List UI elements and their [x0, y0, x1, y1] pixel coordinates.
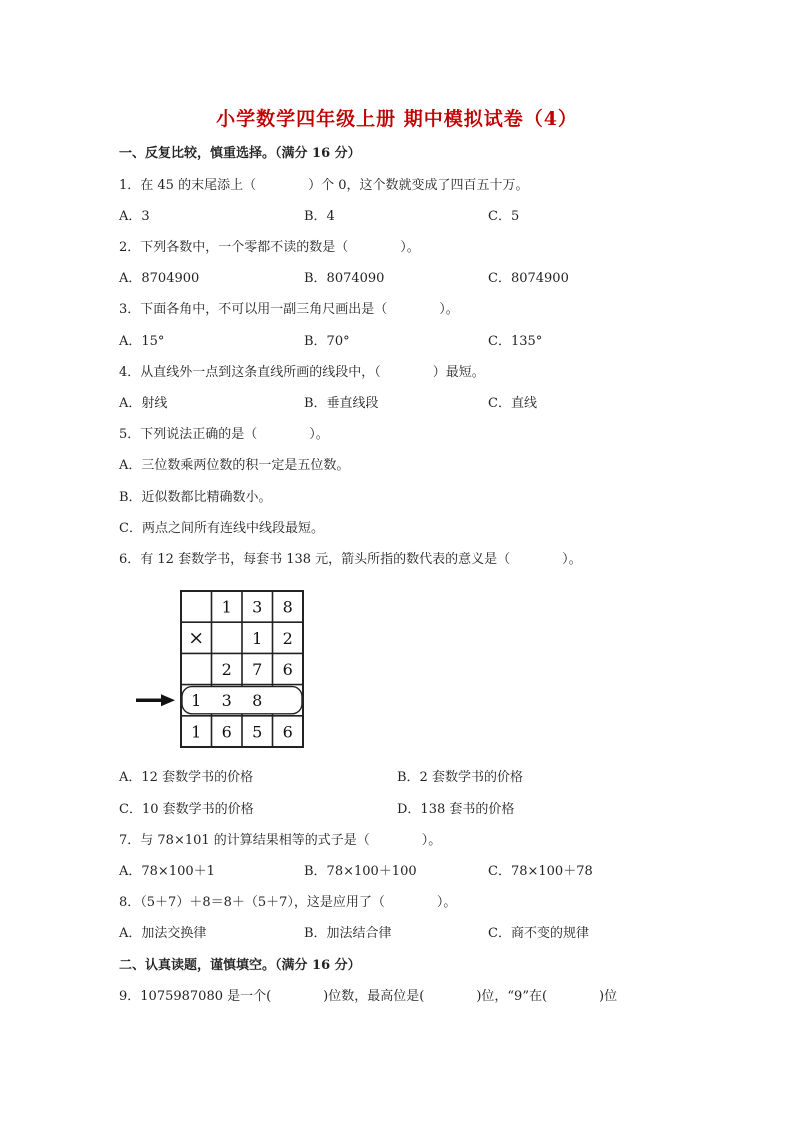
grid-cell-digit: 6 [221, 722, 232, 742]
section-2-heading: 二、认真读题，谨慎填空。（满分 16 分） [119, 958, 361, 973]
grid-cell-digit: 8 [282, 597, 293, 617]
question-6: 6．有 12 套数学书，每套书 138 元，箭头所指的数代表的意义是（ ）。 [119, 552, 582, 567]
section-1-heading: 一、反复比较，慎重选择。（满分 16 分） [119, 146, 361, 161]
grid-cell-digit: 1 [191, 722, 202, 742]
q1-option-c: C．5 [488, 209, 520, 224]
q6-option-d: D．138 套书的价格 [397, 802, 515, 817]
q6-option-c: C．10 套数学书的价格 [119, 802, 254, 817]
q8-option-b: B．加法结合律 [304, 926, 392, 941]
q3-option-b: B．70° [304, 334, 350, 349]
grid-cell-digit: 1 [191, 691, 202, 711]
grid-cell-digit: 1 [252, 628, 263, 648]
grid-cell-digit: 8 [252, 691, 263, 711]
q3-option-c: C．135° [488, 334, 543, 349]
q4-option-c: C．直线 [488, 396, 537, 411]
q6-option-b: B．2 套数学书的价格 [397, 770, 523, 785]
q2-option-c: C．8074900 [488, 271, 569, 286]
q8-option-a: A．加法交换律 [119, 926, 207, 941]
grid-cell-digit: × [188, 626, 205, 649]
grid-cell-digit: 7 [252, 660, 263, 679]
q3-option-a: A．15° [119, 334, 165, 349]
q8-option-c: C．商不变的规律 [488, 926, 589, 941]
arrow-icon [161, 694, 175, 706]
question-8: 8．（5＋7）＋8＝8＋（5＋7），这是应用了（ ）。 [119, 895, 457, 910]
multiplication-figure [135, 588, 310, 748]
question-4: 4．从直线外一点到这条直线所画的线段中，（ ）最短。 [119, 365, 485, 380]
q2-option-a: A．8704900 [119, 271, 200, 286]
grid-cell-digit: 6 [282, 660, 293, 679]
question-7: 7．与 78×101 的计算结果相等的式子是（ ）。 [119, 833, 442, 848]
q1-option-b: B．4 [304, 209, 335, 224]
grid-cell-digit: 2 [282, 628, 293, 648]
q6-option-a: A．12 套数学书的价格 [119, 770, 254, 785]
q5-option-c: C．两点之间所有连线中线段最短。 [119, 521, 324, 536]
q7-option-a: A．78×100＋1 [119, 864, 215, 879]
grid-cell-digit: 6 [282, 722, 293, 742]
grid-cell-digit: 3 [221, 691, 232, 711]
question-2: 2．下列各数中，一个零都不读的数是（ ）。 [119, 240, 420, 255]
q1-option-a: A．3 [119, 209, 150, 224]
question-5: 5．下列说法正确的是（ ）。 [119, 427, 329, 442]
grid-cell-digit: 3 [252, 597, 263, 617]
q4-option-a: A．射线 [119, 396, 168, 411]
page-title: 小学数学四年级上册 期中模拟试卷（4） [216, 108, 578, 130]
q4-option-b: B．垂直线段 [304, 396, 379, 411]
question-9: 9．1075987080 是一个( )位数，最高位是( )位，“9”在( )位 [119, 989, 618, 1004]
q5-option-b: B．近似数都比精确数小。 [119, 490, 272, 505]
question-1: 1．在 45 的末尾添上（ ）个 0，这个数就变成了四百五十万。 [119, 178, 529, 193]
grid-cell-digit: 1 [221, 597, 232, 617]
q7-option-b: B．78×100＋100 [304, 864, 417, 879]
grid-cell-digit: 2 [221, 660, 232, 679]
q7-option-c: C．78×100＋78 [488, 864, 593, 879]
grid-cell-digit: 5 [252, 722, 263, 742]
multiplication-grid [135, 588, 310, 748]
question-3: 3．下面各角中，不可以用一副三角尺画出是（ ）。 [119, 302, 459, 317]
q2-option-b: B．8074090 [304, 271, 385, 286]
q5-option-a: A．三位数乘两位数的积一定是五位数。 [119, 458, 350, 473]
